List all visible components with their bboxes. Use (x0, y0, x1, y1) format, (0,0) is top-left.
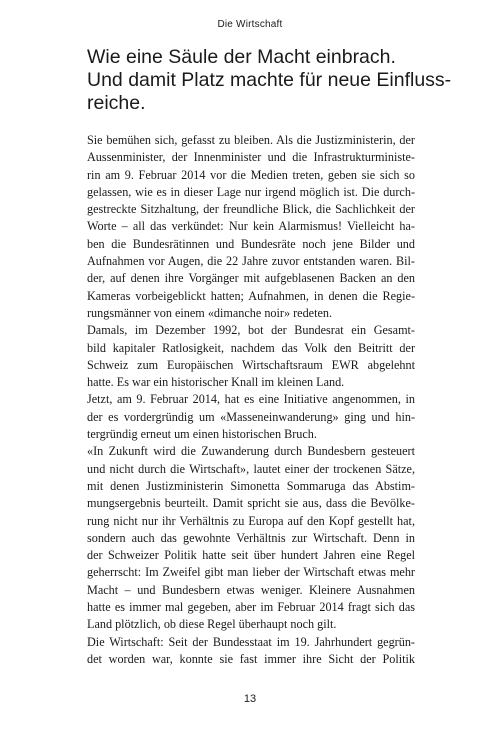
headline-line: Und damit Platz machte für neue Einfluss- (87, 69, 452, 91)
text-line: rung nicht nur ihr Verhältnis zu Europa auf den Kopf gestellt hat, (87, 513, 415, 528)
text-line: der, auf denen ihre Vorgänger mit aufgeblasenen Backen an den (87, 271, 415, 286)
text-line: tergründig erneut um einen historischen Bruch. (87, 427, 317, 442)
text-line: geherrscht: Im Zweifel gibt man lieber der Wirtschaft etwas mehr (87, 565, 415, 580)
text-line: det worden war, konnte sie fast immer ihre Sicht der Politik (87, 651, 415, 666)
text-line: Sie bemühen sich, gefasst zu bleiben. Als die Justizministerin, der (87, 133, 415, 147)
text-line: sondern auch das gewohnte Verhältnis zur Wirtschaft. Denn in (87, 530, 415, 545)
running-head: Die Wirtschaft (217, 19, 283, 30)
text-line: Schweiz zum Europäischen Wirtschaftsraum EWR abgelehnt (87, 357, 415, 372)
text-line: Macht – und Bundesbern etwas weniger. Kleinere Ausnahmen (87, 582, 415, 597)
text-line: «In Zukunft wird die Zuwanderung durch Bundesbern gesteuert (87, 444, 415, 459)
text-line: Jetzt, am 9. Februar 2014, hat es eine Initiative angenommen, in (87, 392, 415, 407)
text-line: rin am 9. Februar 2014 vor die Medien treten, geben sie sich so (87, 167, 415, 182)
text-line: Die Wirtschaft: Seit der Bundesstaat im 19. Jahrhundert gegrün- (87, 634, 415, 649)
text-line: der es vordergründig um «Masseneinwanderung» ging und hin- (87, 409, 415, 424)
text-line: gestreckte Sitzhaltung, der freundliche Blick, die Sachlichkeit der (87, 202, 415, 217)
text-line: hatte es immer mal gegeben, aber im Februar 2014 fragt sich das (87, 600, 415, 615)
text-line: Land plötzlich, ob diese Regel überhaupt noch gilt. (87, 617, 337, 632)
text-line: gelassen, wie es in dieser Lage nur irgend möglich ist. Die durch- (87, 184, 415, 199)
headline-line: Wie eine Säule der Macht einbrach. (87, 46, 396, 68)
text-line: mungsergebnis beurteilt. Damit spricht sie aus, dass die Bevölke- (87, 496, 415, 511)
text-line: bild kapitaler Ratlosigkeit, nachdem das Volk den Beitritt der (87, 340, 415, 355)
text-line: Kameras vorbeigeblickt hatten; Aufnahmen, in denen die Regie- (87, 288, 415, 303)
page-number: 13 (243, 693, 257, 705)
text-line: mit denen Justizministerin Simonetta Sommaruga das Abstim- (87, 478, 415, 493)
text-line: ben die Bundesrätinnen und Bundesräte noch jene Bilder und (87, 236, 415, 251)
body-text (87, 132, 415, 668)
text-line: Aufnahmen vor Augen, die 22 Jahre zuvor entstanden waren. Bil- (87, 254, 415, 269)
text-line: Damals, im Dezember 1992, bot der Bundesrat ein Gesamt- (87, 323, 415, 338)
text-line: und nicht durch die Wirtschaft», lautet einer der trockenen Sätze, (87, 461, 415, 476)
text-line: Aussenminister, der Innenminister und die Infrastrukturministe- (87, 150, 415, 165)
chapter-headline (87, 46, 452, 115)
headline-line: reiche. (87, 92, 146, 114)
text-line: hatte. Es war ein historischer Knall im kleinen Land. (87, 375, 345, 390)
text-line: der Schweizer Politik hatte seit über hundert Jahren eine Regel (87, 548, 415, 563)
text-line: rungsmänner von einem «dimanche noir» redeten. (87, 305, 333, 320)
text-line: Worte – all das verkündet: Nur kein Alarmismus! Vielleicht ha- (87, 219, 415, 234)
